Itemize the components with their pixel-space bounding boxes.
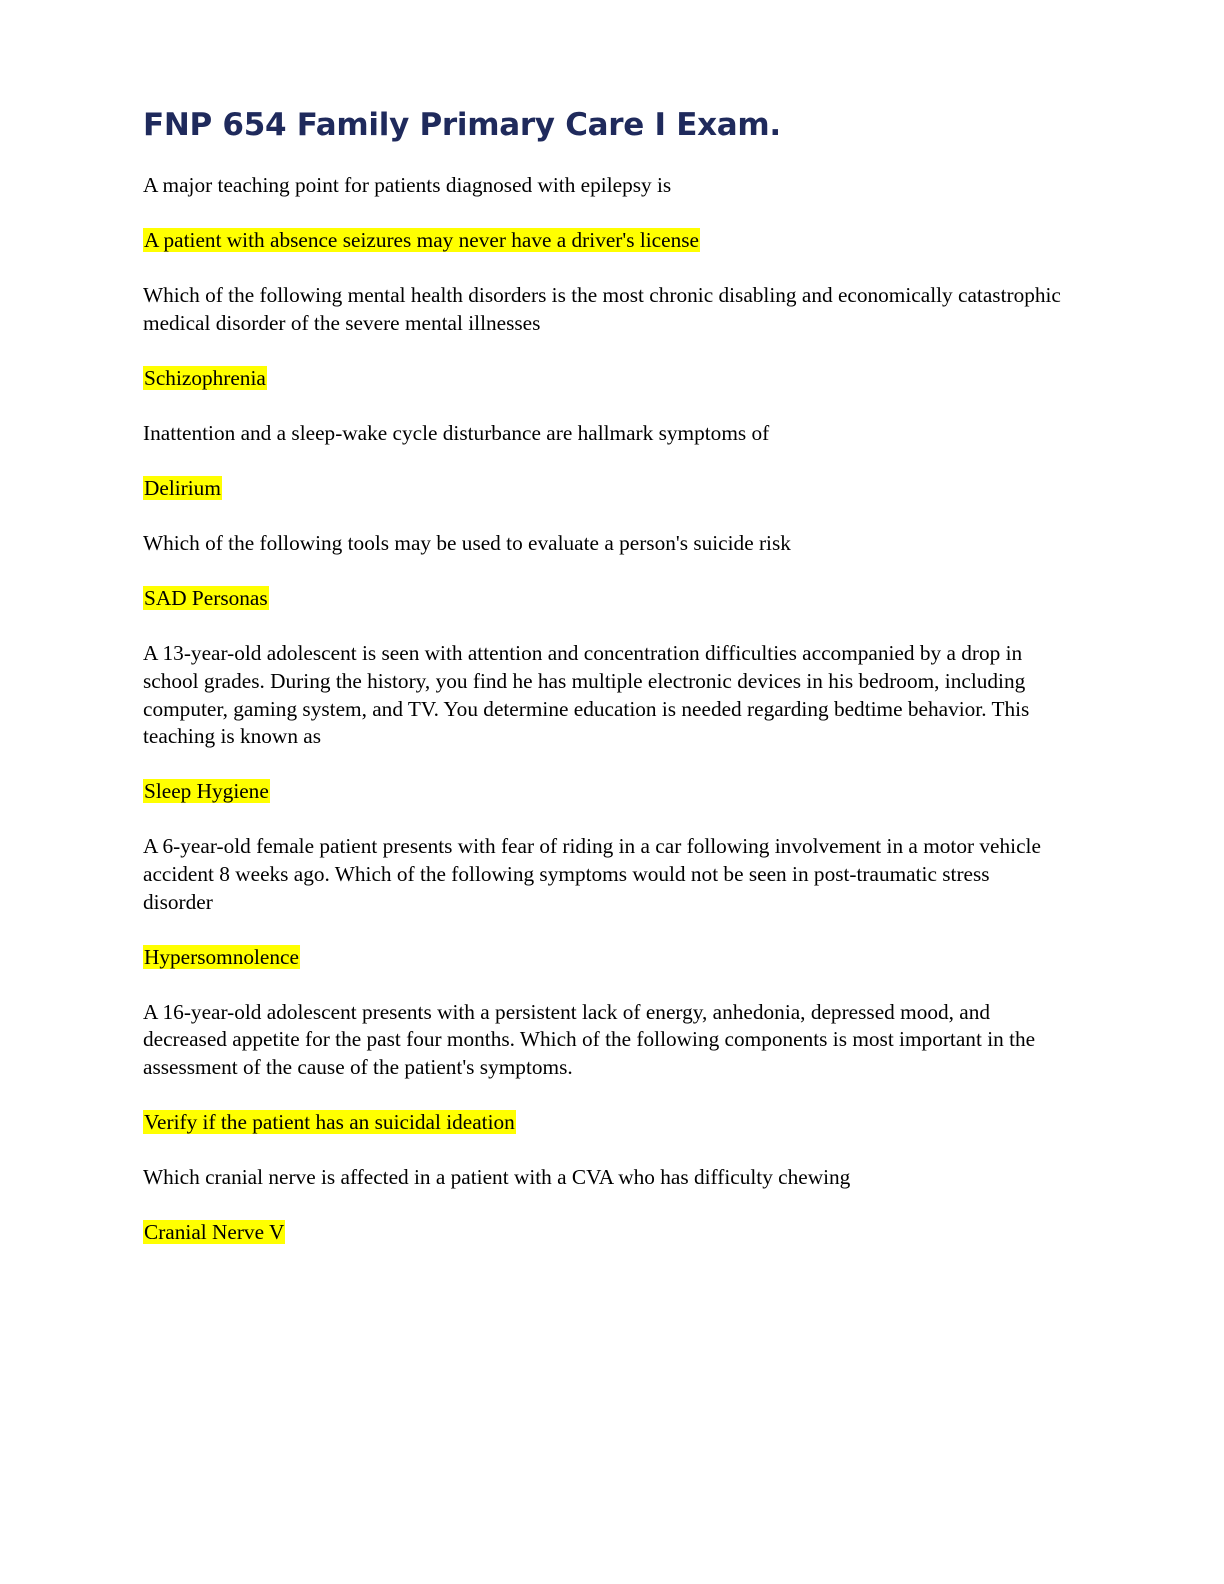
- answer-text: [143, 585, 1063, 613]
- answer-text: [143, 227, 1063, 255]
- question-text: Inattention and a sleep-wake cycle disturbance are hallmark symptoms of: [143, 420, 770, 445]
- qa-item-5: [143, 640, 1063, 805]
- qa-item-6: [143, 833, 1063, 971]
- qa-item-2: [143, 282, 1063, 392]
- answer-highlight: Schizophrenia: [144, 365, 266, 390]
- answer-highlight: Verify if the patient has an suicidal ideation: [144, 1109, 515, 1134]
- question-text: Which cranial nerve is affected in a patient with a CVA who has difficulty chewing: [143, 1165, 851, 1190]
- answer-text: [143, 1219, 1063, 1247]
- answer-highlight: Hypersomnolence: [144, 944, 299, 969]
- answer-text: [143, 475, 1063, 503]
- document-title: FNP 654 Family Primary Care I Exam.: [143, 107, 781, 143]
- qa-item-7: [143, 999, 1063, 1137]
- answer-text: [143, 778, 1063, 806]
- question-text: A 6-year-old female patient presents with fear of riding in a car following involvement in a motor vehicle accident 8 weeks ago. Which of the following symptoms would not be seen in post-traumatic stress disorder: [143, 834, 1041, 914]
- answer-highlight: SAD Personas: [144, 586, 268, 611]
- question-text: Which of the following mental health disorders is the most chronic disabling and economically catastrophic medical disorder of the severe mental illnesses: [143, 283, 1061, 335]
- qa-item-8: [143, 1164, 1063, 1247]
- document-body: [143, 100, 1063, 1274]
- question-text: A 16-year-old adolescent presents with a persistent lack of energy, anhedonia, depressed mood, and decreased appetite for the past four months. Which of the following components is most important in the assessment of the cause of the patient's symptoms.: [143, 999, 1036, 1079]
- answer-highlight: Cranial Nerve V: [144, 1220, 285, 1245]
- answer-highlight: A patient with absence seizures may never have a driver's license: [144, 228, 699, 253]
- answer-highlight: Delirium: [144, 476, 221, 501]
- qa-item-3: [143, 420, 1063, 503]
- question-text: A 13-year-old adolescent is seen with attention and concentration difficulties accompanied by a drop in school grades. During the history, you find he has multiple electronic devices in his bedroom, including computer, gaming system, and TV. You determine education is needed regarding bedtime behavior. This teaching is known as: [143, 641, 1030, 749]
- qa-item-4: [143, 530, 1063, 613]
- answer-highlight: Sleep Hygiene: [144, 779, 269, 804]
- question-text: A major teaching point for patients diagnosed with epilepsy is: [143, 173, 672, 197]
- answer-text: [143, 1109, 1063, 1137]
- answer-text: [143, 944, 1063, 972]
- question-text: Which of the following tools may be used to evaluate a person's suicide risk: [143, 531, 791, 556]
- answer-text: [143, 365, 1063, 393]
- qa-item-1: [143, 172, 1063, 255]
